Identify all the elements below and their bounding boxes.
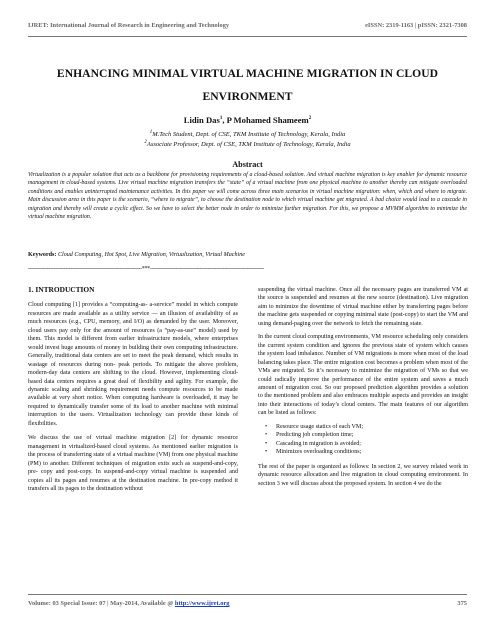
intro-paragraph-1: Cloud computing [1] provides a “computing-as- a-service” model in which compute resources are made available as a utility service — an illusion of availability of as much resources (e.g., CPU, memory, and I/O) as demanded by the user. Moreover, cloud users pay only for the amount of resources (a “pay-as-use” model) used by them. This model is different from earlier infrastructure models, where enterprises would invest huge amounts of money in building their own computing infrastructure. Generally, traditional data centers are set to meet the peak demand, which results in wastage of resources during non- peak periods. To mitigate the above problem, modern-day data centers are shifting to the cloud. However, implementing cloud-based data centers requires a great deal of flexibility and agility. For example, the dynamic scaling and shrinking requirement needs compute resources to be made available at very short notice. When computing hardware is overloaded, it may be required to dynamically transfer some of its load to another machine with minimal interruption to the users. Virtualization technology can provide these kinds of flexibilities. — [28, 302, 238, 427]
issn: eISSN: 2319-1163 | pISSN: 2321-7308 — [365, 22, 467, 29]
author-line — [28, 115, 467, 125]
affiliation-1-text: M.Tech Student, Dept. of CSE, TKM Institute of Technology, Kerala, India — [152, 131, 346, 139]
affiliation-1 — [28, 130, 467, 138]
left-column — [28, 286, 238, 499]
list-item — [265, 431, 468, 439]
keywords-text: Cloud Computing, Hot Spot, Live Migration, Virtualization, Virtual Machine — [56, 252, 245, 258]
footer-volume-text: Volume: 03 Special Issue: 07 | May-2014, Available @ — [28, 600, 175, 607]
right-column — [258, 286, 468, 493]
list-item — [265, 440, 468, 448]
author-2: P Mohamed Shameem — [226, 115, 309, 125]
author-1: Lidin Das — [183, 115, 220, 125]
list-item — [265, 448, 468, 456]
section-heading-introduction: 1. INTRODUCTION — [28, 285, 95, 294]
list-item-text: Cascading in migration is avoided; — [276, 440, 361, 447]
bullet-icon: • — [265, 440, 268, 447]
list-item-text: Predicting job completion time; — [276, 432, 354, 439]
affiliation-2-text: Associate Professor, Dept. of CSE, TKM Institute of Technology, Kerala, India — [146, 141, 351, 149]
keywords-label: Keywords: — [28, 252, 57, 258]
footer-rule — [28, 594, 467, 595]
bullet-icon: • — [265, 449, 268, 456]
page-number: 375 — [457, 600, 467, 607]
affiliation-1-sup: 1 — [149, 130, 153, 135]
section-separator: -------------------------------------------------------------------***------------------------------------------------------------------- — [28, 266, 264, 272]
intro-paragraph-5: The rest of the paper is organized as follows: In section 2, we survey related work in dynamic resource allocation and live migration in cloud computing environment. In section 3 we will discuss about the proposed system. In section 4 we do the — [258, 463, 468, 487]
abstract-text: Virtualization is a popular solution that acts as a backbone for provisioning requirements of a cloud-based solution. And virtual machine migration is key enabler for dynamic resource management in cloud-based systems. Live virtual machine migration transfers the “state” of a virtual machine from one physical machine to another thereby can mitigate overloaded conditions and enables uninterrupted maintenance activities. In this paper we will come across three main scenarios in virtual machine migration: when, which and where to migrate. Main discussion area in this paper is the scenario, “where to migrate”, to choose the destination node to which virtual machine get migrated. A bad choice would lead to a cascade in migration and thereby will create a cyclic effect. So we have to select the better node in order to minimize further migration. For this, we propose a MVMM algorithm to minimize the virtual machine migration. — [28, 172, 467, 221]
header-rule — [28, 36, 467, 37]
bullet-icon: • — [265, 432, 268, 439]
intro-paragraph-2: We discuss the use of virtual machine migration [2] for dynamic resource management in virtualized-based cloud systems. As mentioned earlier migration is the process of transferring state of a virtual machine (VM) from one physical machine (PM) to another. Different techniques of migration exits such as suspend-and-copy, pre- copy and post-copy. In suspend-and-copy virtual machine is suspended and copies all its pages and resumes at the destination machine. In pre-copy method it transfers all its pages to the destination without — [28, 435, 238, 492]
affiliation-2-sup: 2 — [144, 140, 147, 145]
list-item-text: Minimizes overloading conditions; — [276, 449, 362, 456]
author-1-sup: 1 — [219, 116, 223, 122]
journal-link[interactable]: http://www.ijret.org — [174, 600, 230, 607]
list-item-text: Resource usage statics of each VM; — [276, 423, 364, 430]
list-item — [265, 423, 468, 431]
abstract-heading: Abstract — [232, 160, 263, 169]
intro-paragraph-4: In the current cloud computing environments, VM resource scheduling only considers the current system condition and ignores the previous state of system which causes the system load imbalance. Number of VM migrations is more when most of the load balancing takes place. The entire migration cost becomes a problem when most of the VMs are migrated. So it’s necessary to minimize the migration of VMs so that we could radically improve the performance of the entire system and saves a much amount of migration cost. So our proposed prediction algorithm provides a solution to the mentioned problem and also embraces multiple aspects and provides an insight into their interactions of today’s cloud centers. The main features of our algorithm can be listed as follows: — [258, 334, 468, 417]
affiliation-2 — [28, 140, 467, 148]
bullet-icon: • — [265, 423, 268, 430]
intro-paragraph-3: suspending the virtual machine. Once all the necessary pages are transferred VM at the source is suspended and resumes at the new source (destination). Live migration aim to minimize the downtime of virtual machine either by transferring pages before the machine gets suspended or copying minimal state (post-copy) to start the VM and using demand-paging over the network to fetch the remaining state. — [258, 287, 468, 327]
paper-title: ENHANCING MINIMAL VIRTUAL MACHINE MIGRATION IN CLOUD ENVIRONMENT — [56, 67, 439, 103]
journal-name: IJRET: International Journal of Research in Engineering and Technology — [28, 22, 230, 29]
keywords — [28, 252, 467, 258]
running-footer — [28, 600, 467, 607]
feature-list — [258, 423, 468, 457]
running-header — [28, 22, 467, 29]
author-separator: , — [222, 115, 227, 125]
footer-volume — [28, 600, 229, 607]
author-2-sup: 2 — [308, 116, 312, 122]
